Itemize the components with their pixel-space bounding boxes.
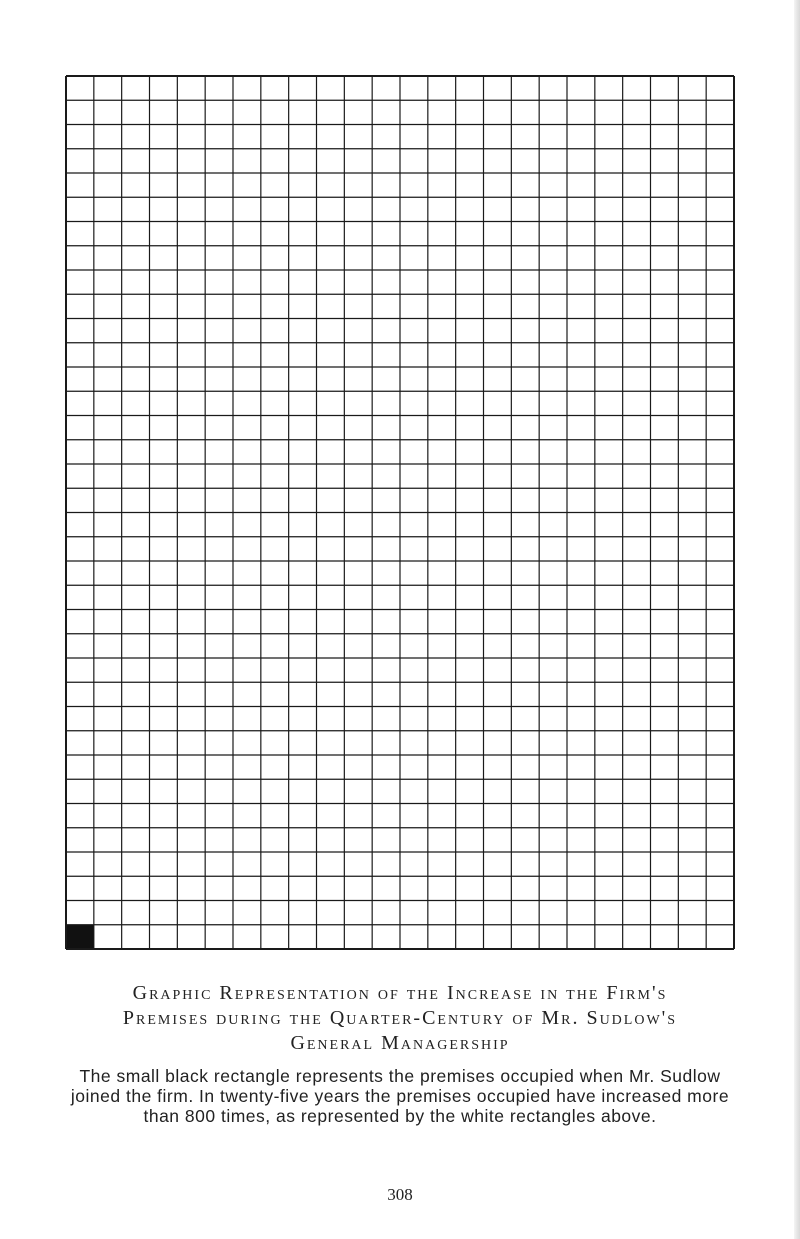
grid-svg — [60, 70, 740, 955]
caption-line-2: Premises during the Quarter-Century of Mr. Sudlow's — [122, 1007, 678, 1029]
caption-line-1: Graphic Representation of the Increase in the Firm's — [132, 982, 668, 1004]
figure-note: The small black rectangle represents the premises occupied when Mr. Sudlow joined the firm. In twenty-five years the premises occupied have increased more than 800 times, as represented by the white rectangles above. — [70, 1066, 730, 1126]
original-premises-black-rectangle — [66, 925, 94, 949]
caption-line-3: General Managership — [290, 1032, 510, 1054]
page-number: 308 — [387, 1185, 413, 1204]
premises-grid-figure — [60, 70, 740, 955]
page-edge-shadow — [794, 0, 800, 1239]
